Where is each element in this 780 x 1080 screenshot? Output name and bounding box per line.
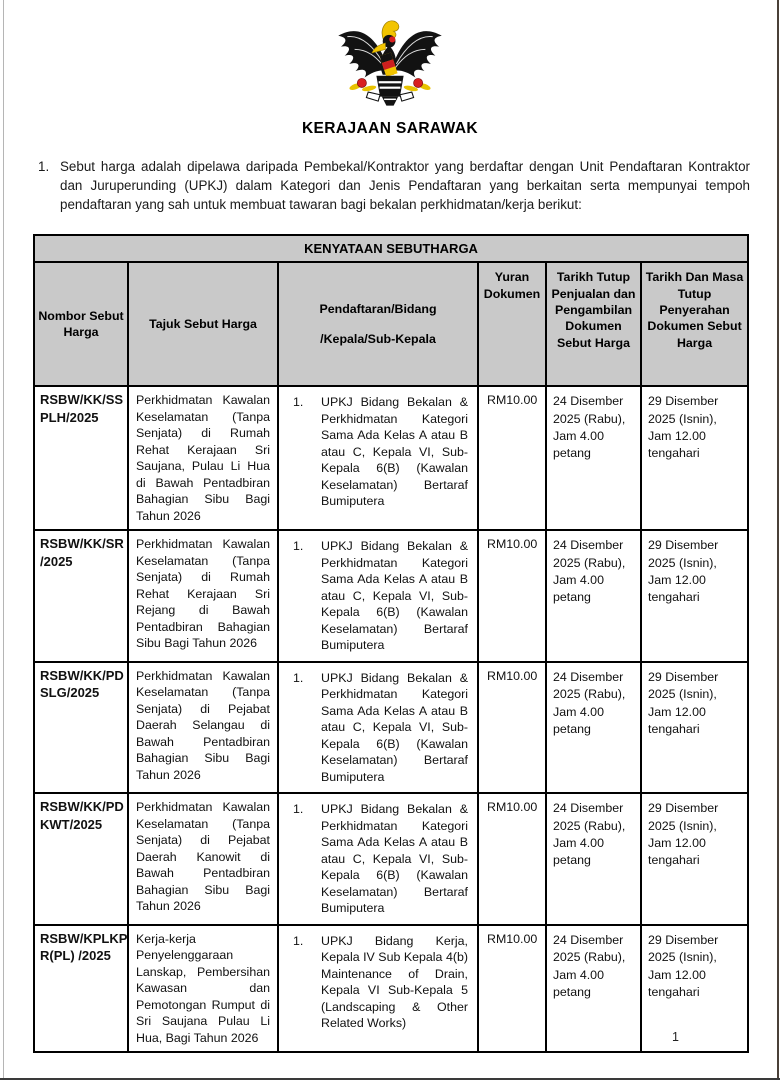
- cell-yuran: RM10.00: [478, 386, 546, 530]
- cell-pendaftaran: [278, 662, 478, 794]
- scan-edge-left: [3, 0, 4, 1080]
- pendaftaran-text: UPKJ Bidang Bekalan & Perkhidmatan Kategori Sama Ada Kelas A atau B atau C, Kepala VI, Sub-Kepala 6(B) (Kawalan Keselamatan) Bertaraf Bumiputera: [321, 670, 468, 784]
- cell-tajuk: Perkhidmatan Kawalan Keselamatan (Tanpa Senjata) di Rumah Rehat Kerajaan Sri Saujana, Pulau Li Hua di Bawah Pentadbiran Bahagian Sibu Bagi Tahun 2026: [128, 386, 278, 530]
- pendaftaran-list-number: 1.: [293, 670, 304, 685]
- cell-nombor: RSBW/KK/SS PLH/2025: [34, 386, 128, 530]
- table-row: [34, 925, 748, 1053]
- cell-yuran: RM10.00: [478, 925, 546, 1053]
- column-header-yuran: Yuran Dokumen: [478, 262, 546, 386]
- scan-edge-right: [777, 0, 779, 1080]
- cell-tarikh-tutup: 24 Disember 2025 (Rabu), Jam 4.00 petang: [546, 793, 641, 925]
- table-title-row: [34, 235, 748, 262]
- cell-pendaftaran: [278, 386, 478, 530]
- cell-tarikh-masa: 29 Disember 2025 (Isnin), Jam 12.00 tengahari: [641, 925, 748, 1053]
- table-title: KENYATAAN SEBUTHARGA: [34, 235, 748, 262]
- column-header-tajuk: Tajuk Sebut Harga: [128, 262, 278, 386]
- column-header-tarikh-tutup: Tarikh Tutup Penjualan dan Pengambilan Dokumen Sebut Harga: [546, 262, 641, 386]
- cell-nombor: RSBW/KK/PD SLG/2025: [34, 662, 128, 794]
- cell-pendaftaran: [278, 793, 478, 925]
- cell-tarikh-tutup: 24 Disember 2025 (Rabu), Jam 4.00 petang: [546, 530, 641, 662]
- page-title: KERAJAAN SARAWAK: [301, 120, 479, 137]
- table-row: [34, 386, 748, 530]
- pendaftaran-list-number: 1.: [293, 395, 304, 410]
- sarawak-coat-of-arms-icon: [0, 0, 780, 113]
- column-header-pendaftaran: [278, 262, 478, 386]
- cell-yuran: RM10.00: [478, 530, 546, 662]
- cell-tajuk: Kerja-kerja Penyelenggaraan Lanskap, Pembersihan Kawasan dan Pemotongan Rumput di Sri Saujana Pulau Li Hua, Bagi Tahun 2026: [128, 925, 278, 1053]
- cell-tajuk: Perkhidmatan Kawalan Keselamatan (Tanpa Senjata) di Pejabat Daerah Kanowit di Bawah Pentadbiran Bahagian Sibu Bagi Tahun 2026: [128, 793, 278, 925]
- cell-nombor: RSBW/KPLKP R(PL) /2025: [34, 925, 128, 1053]
- intro-text: Sebut harga adalah dipelawa daripada Pembekal/Kontraktor yang berdaftar dengan Unit Pendaftaran Kontraktor dan Juruperunding (UPKJ) dalam Kategori dan Jenis Pendaftaran yang berkaitan serta mempunyai tempoh pendaftaran yang sah untuk membuat tawaran bagi bekalan perkhidmatan/kerja berikut:: [60, 159, 750, 212]
- column-header-pendaftaran-line2: /Kepala/Sub-Kepala: [320, 331, 436, 346]
- cell-yuran: RM10.00: [478, 793, 546, 925]
- header-spacer: [282, 318, 474, 331]
- column-header-nombor: Nombor Sebut Harga: [34, 262, 128, 386]
- cell-tarikh-tutup: 24 Disember 2025 (Rabu), Jam 4.00 petang: [546, 662, 641, 794]
- cell-pendaftaran: [278, 925, 478, 1053]
- cell-tarikh-masa: 29 Disember 2025 (Isnin), Jam 12.00 tengahari: [641, 530, 748, 662]
- pendaftaran-text: UPKJ Bidang Kerja, Kepala IV Sub Kepala 4(b) Maintenance of Drain, Kepala VI Sub-Kepala 5 (Landscaping & Other Related Works): [321, 933, 468, 1031]
- intro-paragraph: [38, 158, 750, 214]
- tender-table: [33, 234, 780, 1053]
- pendaftaran-text: UPKJ Bidang Bekalan & Perkhidmatan Kategori Sama Ada Kelas A atau B atau C, Kepala VI, Sub-Kepala 6(B) (Kawalan Keselamatan) Bertaraf Bumiputera: [321, 395, 468, 509]
- column-header-tarikh-masa: Tarikh Dan Masa Tutup Penyerahan Dokumen Sebut Harga: [641, 262, 748, 386]
- cell-nombor: RSBW/KK/SR /2025: [34, 530, 128, 662]
- cell-tarikh-masa: 29 Disember 2025 (Isnin), Jam 12.00 tengahari: [641, 662, 748, 794]
- pendaftaran-list-number: 1.: [293, 933, 304, 948]
- cell-tarikh-tutup: 24 Disember 2025 (Rabu), Jam 4.00 petang: [546, 925, 641, 1053]
- table-row: [34, 662, 748, 794]
- cell-tarikh-masa: 29 Disember 2025 (Isnin), Jam 12.00 tengahari: [641, 386, 748, 530]
- pendaftaran-list-number: 1.: [293, 802, 304, 817]
- cell-tajuk: Perkhidmatan Kawalan Keselamatan (Tanpa Senjata) di Rumah Rehat Kerajaan Sri Rejang di Bawah Pentadbiran Bahagian Sibu Bagi Tahun 2026: [128, 530, 278, 662]
- intro-list-number: 1.: [38, 159, 50, 174]
- pendaftaran-list-number: 1.: [293, 539, 304, 554]
- cell-tarikh-tutup: 24 Disember 2025 (Rabu), Jam 4.00 petang: [546, 386, 641, 530]
- table-header-row: [34, 262, 748, 386]
- cell-tajuk: Perkhidmatan Kawalan Keselamatan (Tanpa Senjata) di Pejabat Daerah Selangau di Bawah Pentadbiran Bahagian Sibu Bagi Tahun 2026: [128, 662, 278, 794]
- column-header-pendaftaran-line1: Pendaftaran/Bidang: [319, 302, 437, 317]
- cell-tarikh-masa: 29 Disember 2025 (Isnin), Jam 12.00 tengahari: [641, 793, 748, 925]
- page-number: 1: [672, 1030, 679, 1044]
- cell-yuran: RM10.00: [478, 662, 546, 794]
- table-row: [34, 530, 748, 662]
- cell-nombor: RSBW/KK/PD KWT/2025: [34, 793, 128, 925]
- table-row: [34, 793, 748, 925]
- pendaftaran-text: UPKJ Bidang Bekalan & Perkhidmatan Kategori Sama Ada Kelas A atau B atau C, Kepala VI, Sub-Kepala 6(B) (Kawalan Keselamatan) Bertaraf Bumiputera: [321, 802, 468, 916]
- cell-pendaftaran: [278, 530, 478, 662]
- pendaftaran-text: UPKJ Bidang Bekalan & Perkhidmatan Kategori Sama Ada Kelas A atau B atau C, Kepala VI, Sub-Kepala 6(B) (Kawalan Keselamatan) Bertaraf Bumiputera: [321, 539, 468, 653]
